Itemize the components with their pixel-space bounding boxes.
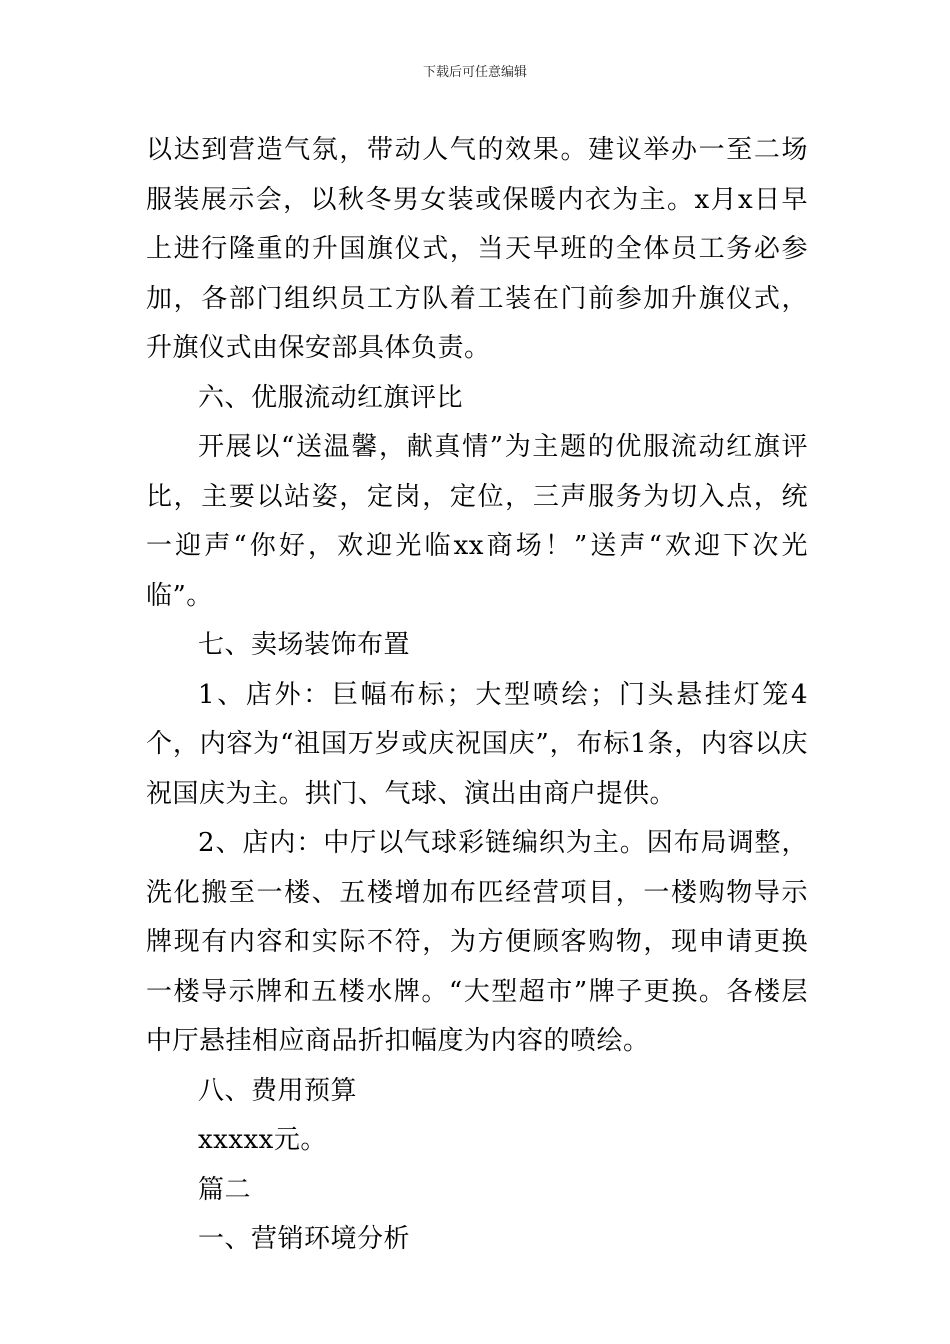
section-heading-6: 六、优服流动红旗评比 [198, 382, 464, 413]
paragraph-flag-competition: 开展以“送温馨，献真情”为主题的优服流动红旗评比，主要以站姿，定岗，定位，三声服务为切入点，统一迎声“你好，欢迎光临xx商场！”送声“欢迎下次光临”。 [146, 432, 808, 611]
page-header: 下载后可任意编辑 [422, 65, 527, 80]
section-heading-7: 七、卖场装饰布置 [198, 630, 411, 660]
paragraph-indoor-decoration: 2、店内：中厅以气球彩链编织为主。因布局调整，洗化搬至一楼、五楼增加布匹经营项目，一楼购物导示牌现有内容和实际不符，为方便顾客购物，现申请更换一楼导示牌和五楼水牌。“大型超市”牌子更换。各楼层中厅悬挂相应商品折扣幅度为内容的喷绘。 [146, 828, 808, 1056]
section-heading-8: 八、费用预算 [198, 1075, 358, 1106]
part-two-heading: 篇二 [198, 1174, 252, 1205]
paragraph-outdoor-decoration: 1、店外：巨幅布标；大型喷绘；门头悬挂灯笼4个，内容为“祖国万岁或庆祝国庆”，布标1条，内容以庆祝国庆为主。拱门、气球、演出由商户提供。 [146, 679, 808, 809]
budget-amount: xxxxx元。 [198, 1125, 327, 1155]
section-heading-marketing-analysis: 一、营销环境分析 [198, 1224, 411, 1254]
document-body [146, 126, 808, 1265]
paragraph-continuation: 以达到营造气氛，带动人气的效果。建议举办一至二场服装展示会，以秋冬男女装或保暖内衣为主。x月x日早上进行隆重的升国旗仪式，当天早班的全体员工务必参加，各部门组织员工方队着工装在门前参加升旗仪式，升旗仪式由保安部具体负责。 [146, 135, 808, 363]
